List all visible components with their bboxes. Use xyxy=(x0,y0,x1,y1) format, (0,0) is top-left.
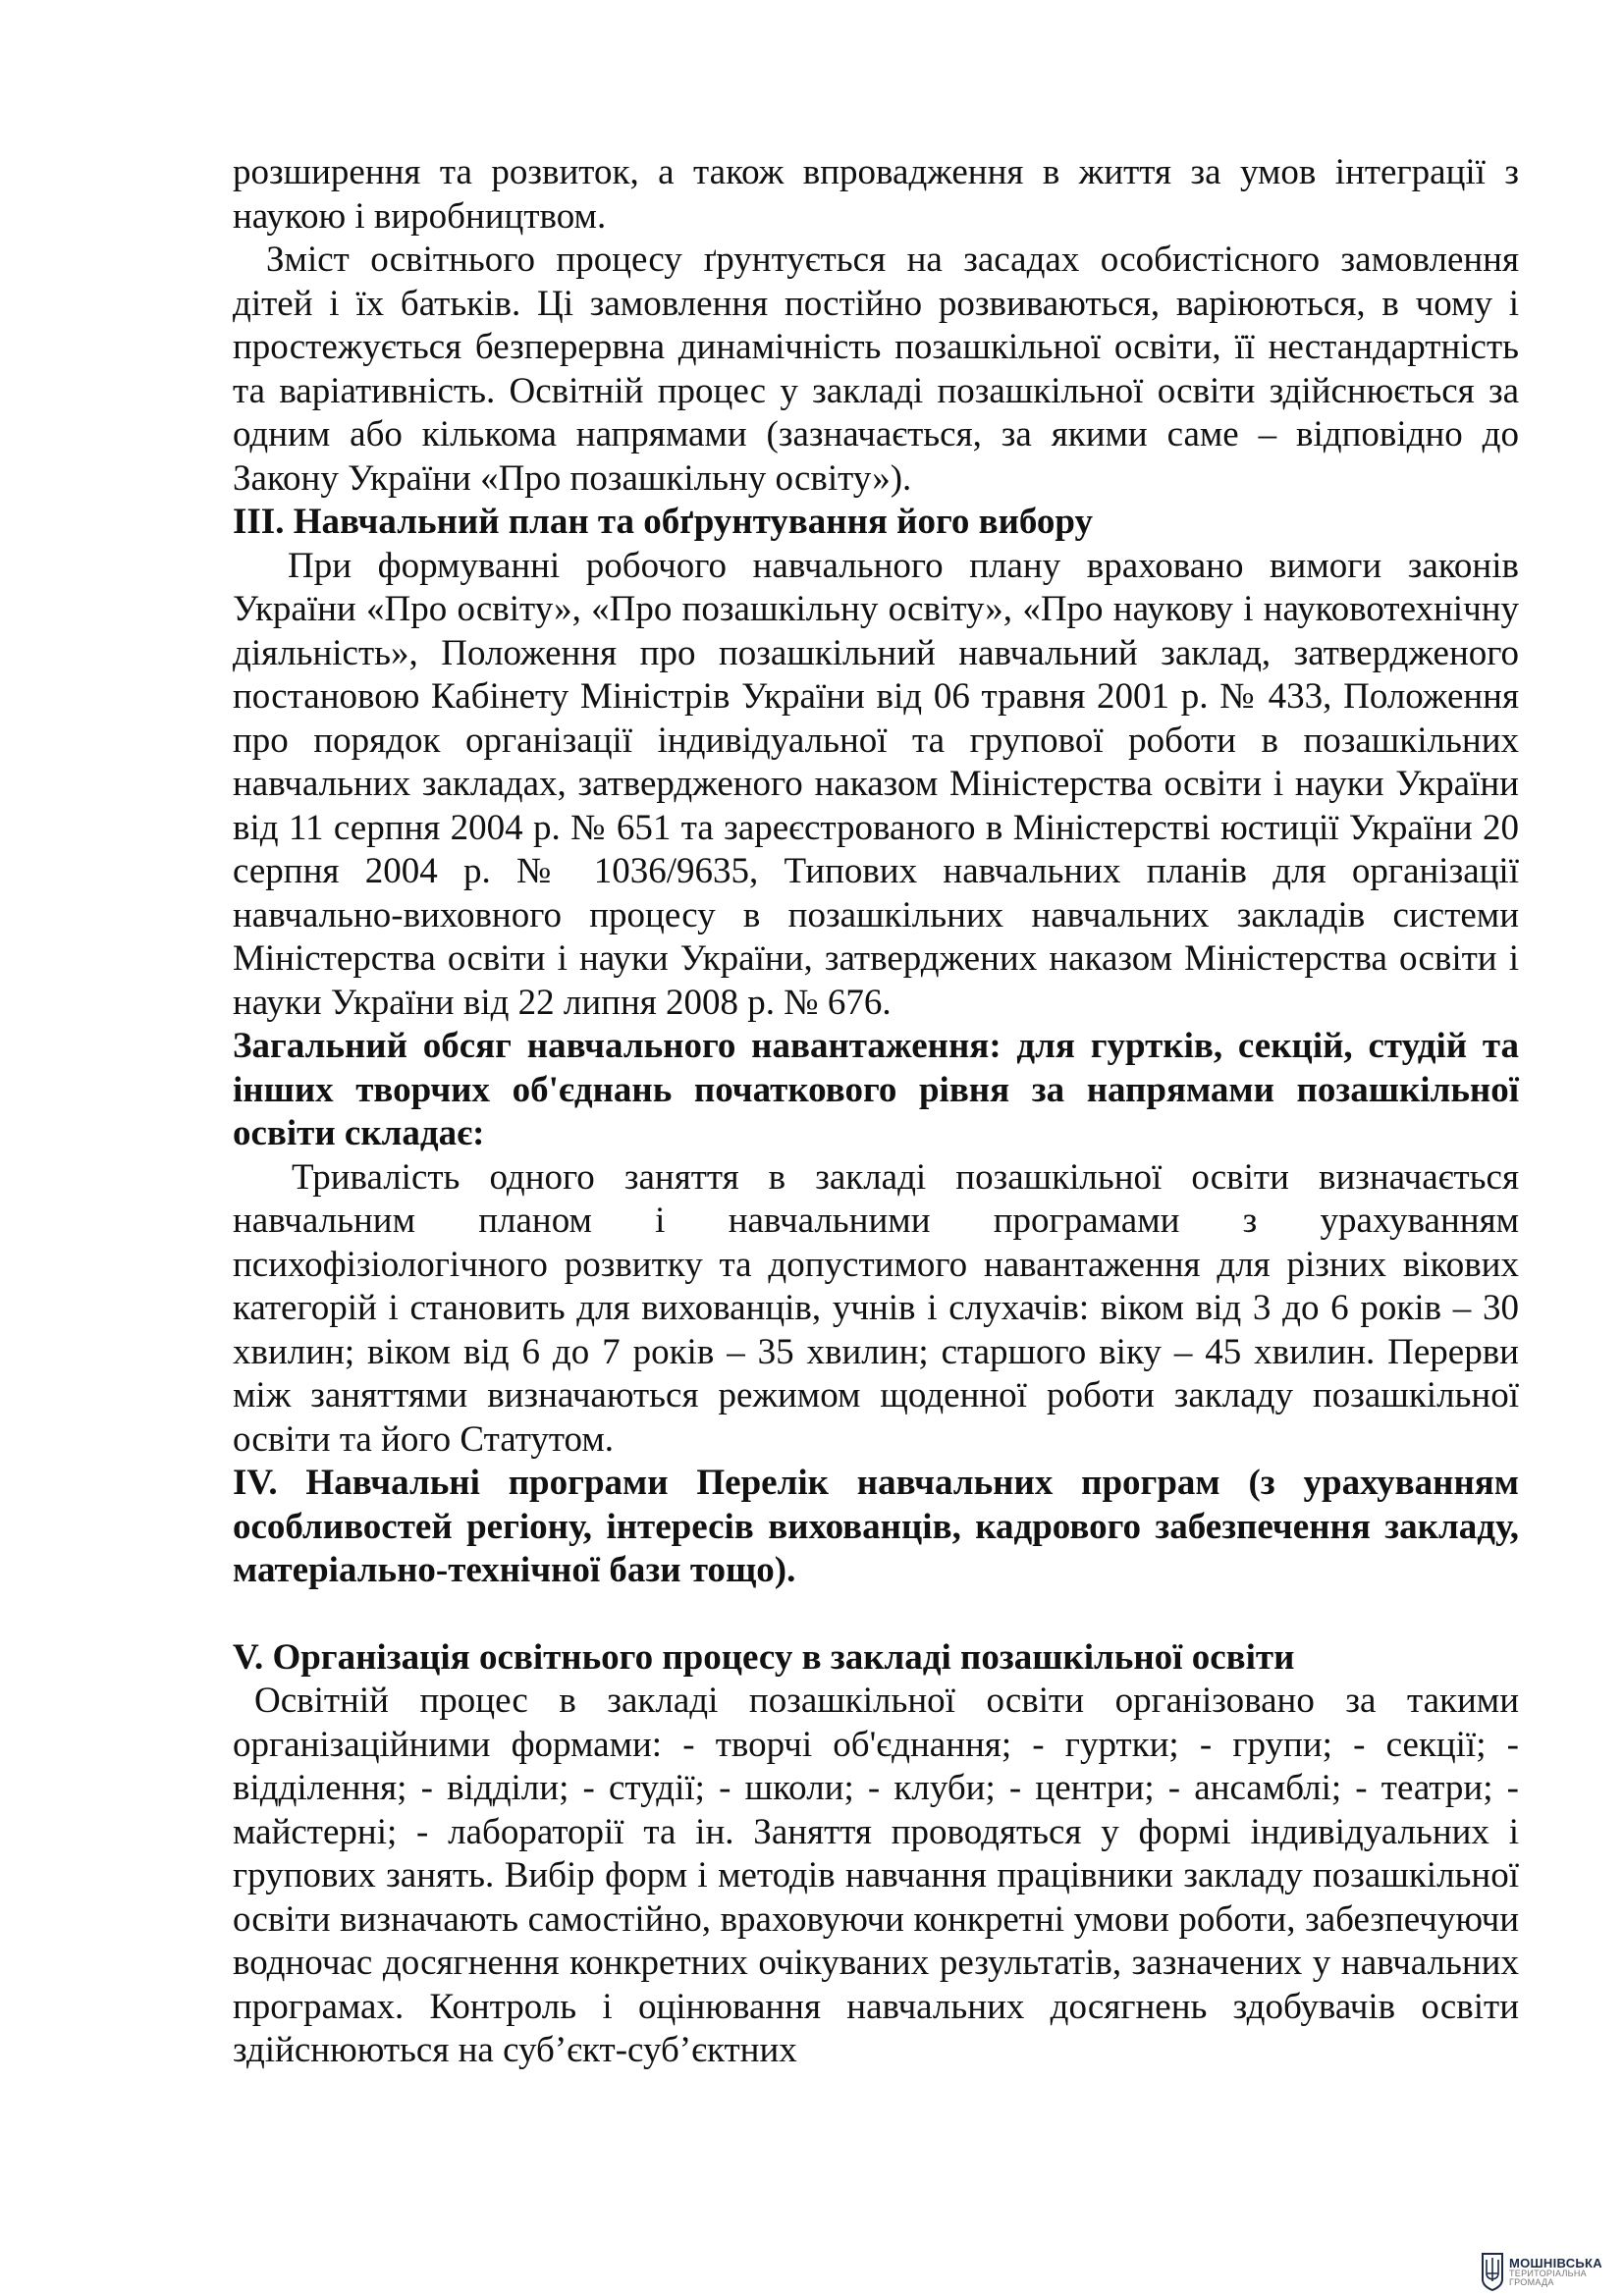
community-watermark xyxy=(1481,2248,1618,2295)
heading-section-4: IV. Навчальні програми Перелік навчальних програм (з урахуванням особливостей регіону, інтересів вихованців, кадрового забезпечення закладу, матеріально-технічної бази тощо). xyxy=(233,1463,1519,1590)
paragraph-lesson-duration: Тривалість одного заняття в закладі позашкільної освіти визначається навчальним планом і навчальними програмами з урахуванням психофізіологічного розвитку та допустимого навантаження для різних вікових категорій і становить для вихованців, учнів і слухачів: віком від 3 до 6 років – 30 хвилин; віком від 6 до 7 років – 35 хвилин; старшого віку – 45 хвилин. Перерви між заняттями визначаються режимом щоденної роботи закладу позашкільної освіти та його Статутом. xyxy=(233,1156,1519,1460)
watermark-line-1: ТЕРИТОРІАЛЬНА xyxy=(1509,2268,1587,2278)
paragraph-intro-continuation: розширення та розвиток, а також впровадження в життя за умов інтеграції з наукою і виробництвом. xyxy=(233,152,1519,237)
document-page xyxy=(233,151,1519,2073)
spacer xyxy=(233,1593,1519,1636)
paragraph-curriculum-basis: При формуванні робочого навчального плану враховано вимоги законів України «Про освіту», «Про позашкільну освіту», «Про наукову і науковотехнічну діяльність», Положення про позашкільний навчальний заклад, затвердженого постановою Кабінету Міністрів України від 06 травня 2001 р. № 433, Положення про порядок організації індивідуальної та групової роботи в позашкільних навчальних закладах, затвердженого наказом Міністерства освіти і науки України від 11 серпня 2004 р. № 651 та зареєстрованого в Міністерстві юстиції України 20 серпня 2004 р. № 1036/9635, Типових навчальних планів для організації навчально-виховного процесу в позашкільних навчальних закладів системи Міністерства освіти і науки України, затверджених наказом Міністерства освіти і науки України від 22 липня 2008 р. № 676. xyxy=(233,545,1519,1023)
heading-section-5: V. Організація освітнього процесу в закладі позашкільної освіти xyxy=(233,1636,1295,1678)
watermark-name: МОШНІВСЬКА xyxy=(1509,2255,1602,2270)
heading-workload: Загальний обсяг навчального навантаження: для гуртків, секцій, студій та інших творчих об'єднань початкового рівня за напрямами позашкільної освіти складає: xyxy=(233,1026,1519,1153)
paragraph-organization-forms: Освітній процес в закладі позашкільної освіти організовано за такими організаційними формами: ‐ творчі об'єднання; ‐ гуртки; ‐ групи; ‐ секції; ‐ відділення; ‐ відділи; ‐ студії; ‐ школи; ‐ клуби; ‐ центри; ‐ ансамблі; ‐ театри; ‐ майстерні; ‐ лабораторії та ін. Заняття проводяться у формі індивідуальних і групових занять. Вибір форм і методів навчання працівники закладу позашкільної освіти визначають самостійно, враховуючи конкретні умови роботи, забезпечуючи водночас досягнення конкретних очікуваних результатів, зазначених у навчальних програмах. Контроль і оцінювання навчальних досягнень здобувачів освіти здійснюються на суб’єкт-суб’єктних xyxy=(233,1681,1519,2070)
watermark-text xyxy=(1509,2257,1602,2287)
heading-section-3: ІІІ. Навчальний план та обґрунтування його вибору xyxy=(233,502,1094,542)
paragraph-process-content: Зміст освітнього процесу ґрунтується на засадах особистісного замовлення дітей і їх батьків. Ці замовлення постійно розвиваються, варіюються, в чому і простежується безперервна динамічність позашкільної освіти, її нестандартність та варіативність. Освітній процес у закладі позашкільної освіти здійснюється за одним або кількома напрямами (зазначається, за якими саме – відповідно до Закону України «Про позашкільну освіту»). xyxy=(233,240,1519,499)
trident-emblem-icon xyxy=(1481,2252,1504,2291)
watermark-line-2: ГРОМАДА xyxy=(1509,2276,1554,2287)
